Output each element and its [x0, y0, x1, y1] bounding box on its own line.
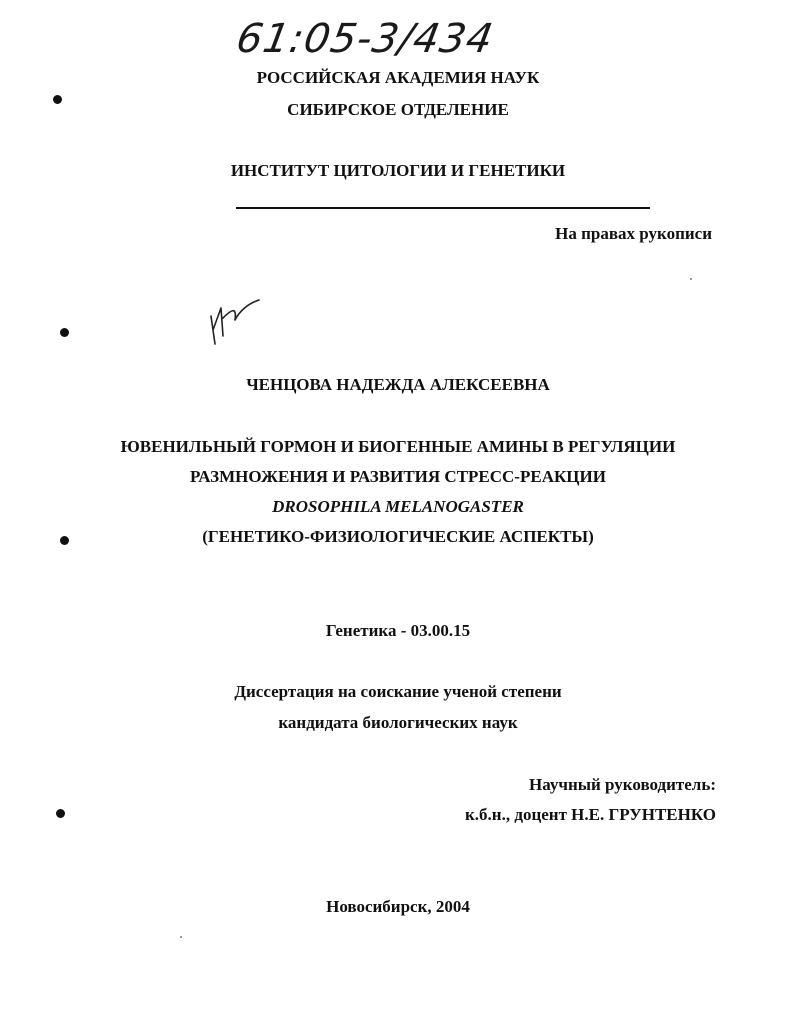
- title-line-1: ЮВЕНИЛЬНЫЙ ГОРМОН И БИОГЕННЫЕ АМИНЫ В РЕГУЛЯЦИИ: [120, 437, 676, 456]
- branch-name: СИБИРСКОЕ ОТДЕЛЕНИЕ: [287, 100, 509, 119]
- binding-hole-mark: [60, 536, 69, 545]
- supervisor-label: Научный руководитель:: [529, 775, 716, 794]
- specialty: Генетика - 03.00.15: [325, 621, 471, 640]
- header-divider: [236, 207, 650, 209]
- binding-hole-mark: [53, 95, 62, 104]
- degree-line-2: кандидата биологических наук: [278, 713, 518, 732]
- supervisor-name: к.б.н., доцент Н.Е. ГРУНТЕНКО: [465, 805, 716, 824]
- manuscript-note: На правах рукописи: [555, 224, 712, 243]
- title-line-3-species: DROSOPHILA MELANOGASTER: [272, 497, 524, 516]
- scan-speck: [180, 936, 182, 938]
- institute-name: ИНСТИТУТ ЦИТОЛОГИИ И ГЕНЕТИКИ: [230, 161, 566, 180]
- title-line-4: (ГЕНЕТИКО-ФИЗИОЛОГИЧЕСКИЕ АСПЕКТЫ): [202, 527, 594, 546]
- scan-speck: [690, 278, 692, 280]
- author-name: ЧЕНЦОВА НАДЕЖДА АЛЕКСЕЕВНА: [246, 375, 550, 394]
- handwritten-signature: [205, 296, 265, 348]
- binding-hole-mark: [56, 809, 65, 818]
- degree-line-1: Диссертация на соискание ученой степени: [234, 682, 562, 701]
- archive-code-handwritten: 61:05-3/434: [233, 16, 498, 62]
- place-year: Новосибирск, 2004: [326, 897, 470, 916]
- binding-hole-mark: [60, 328, 69, 337]
- title-line-2: РАЗМНОЖЕНИЯ И РАЗВИТИЯ СТРЕСС-РЕАКЦИИ: [190, 467, 606, 486]
- academy-name: РОССИЙСКАЯ АКАДЕМИЯ НАУК: [256, 68, 540, 87]
